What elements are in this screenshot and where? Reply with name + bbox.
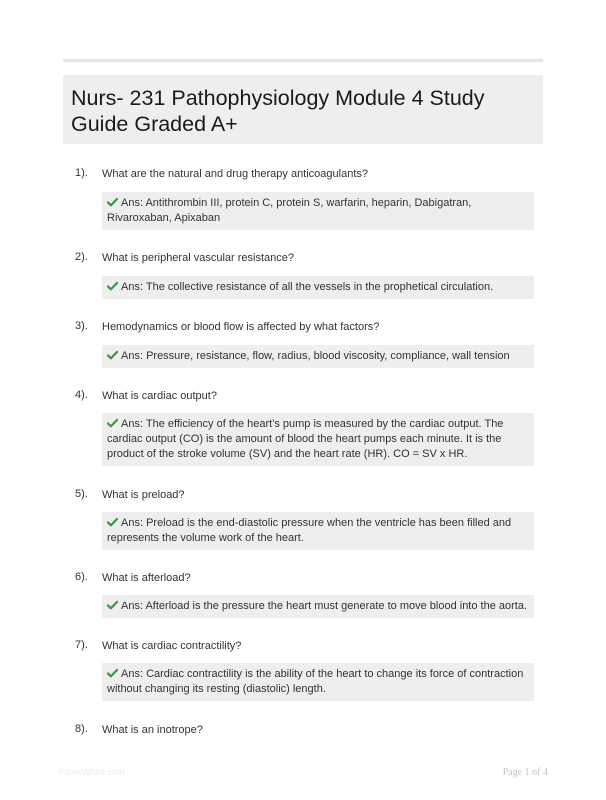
question-number: 5). [75, 488, 88, 500]
question-number: 6). [75, 571, 88, 583]
page-number: Page 1 of 4 [502, 767, 548, 778]
answer-box [102, 512, 534, 550]
question-text: What is cardiac contractility? [102, 640, 242, 652]
answer-box [102, 276, 534, 299]
question-number: 1). [75, 167, 88, 179]
answer-text: Ans: The efficiency of the heart's pump is measured by the cardiac output. The cardiac output (CO) is the amount of blood the heart pumps each minute. It is the product of the stroke volume (SV) and the heart rate (HR). CO = SV x HR. [107, 418, 504, 460]
question-text: What is cardiac output? [102, 390, 217, 402]
check-icon [107, 197, 118, 207]
question-number: 8). [75, 723, 88, 735]
top-divider [63, 59, 543, 62]
check-icon [107, 281, 118, 291]
question-text: What are the natural and drug therapy anticoagulants? [102, 168, 369, 180]
footer-watermark: PaperWhite.com [58, 767, 125, 777]
question-text: Hemodynamics or blood flow is affected by what factors? [102, 321, 380, 333]
answer-box [102, 663, 534, 701]
answer-box [102, 345, 534, 368]
question-number: 2). [75, 251, 88, 263]
check-icon [107, 600, 118, 610]
question-text: What is afterload? [102, 572, 191, 584]
question-number: 7). [75, 639, 88, 651]
question-text: What is preload? [102, 489, 185, 501]
title-banner [63, 75, 543, 144]
answer-box [102, 413, 534, 466]
check-icon [107, 517, 118, 527]
answer-box [102, 595, 534, 618]
question-number: 3). [75, 320, 88, 332]
answer-text: Ans: The collective resistance of all the vessels in the prophetical circulation. [121, 281, 494, 293]
question-text: What is peripheral vascular resistance? [102, 252, 294, 264]
page-title: Nurs- 231 Pathophysiology Module 4 Study Guide Graded A+ [71, 86, 485, 136]
answer-text: Ans: Pressure, resistance, flow, radius, blood viscosity, compliance, wall tension [121, 350, 510, 362]
check-icon [107, 668, 118, 678]
question-text: What is an inotrope? [102, 724, 203, 736]
answer-text: Ans: Antithrombin III, protein C, protein S, warfarin, heparin, Dabigatran, Rivaroxaban, Apixaban [107, 197, 472, 224]
check-icon [107, 418, 118, 428]
answer-box [102, 192, 534, 230]
answer-text: Ans: Cardiac contractility is the ability of the heart to change its force of contraction without changing its resting (diastolic) length. [107, 668, 524, 695]
answer-text: Ans: Afterload is the pressure the heart must generate to move blood into the aorta. [121, 600, 528, 612]
answer-text: Ans: Preload is the end-diastolic pressure when the ventricle has been filled and represents the volume work of the heart. [107, 517, 512, 544]
check-icon [107, 350, 118, 360]
question-number: 4). [75, 389, 88, 401]
